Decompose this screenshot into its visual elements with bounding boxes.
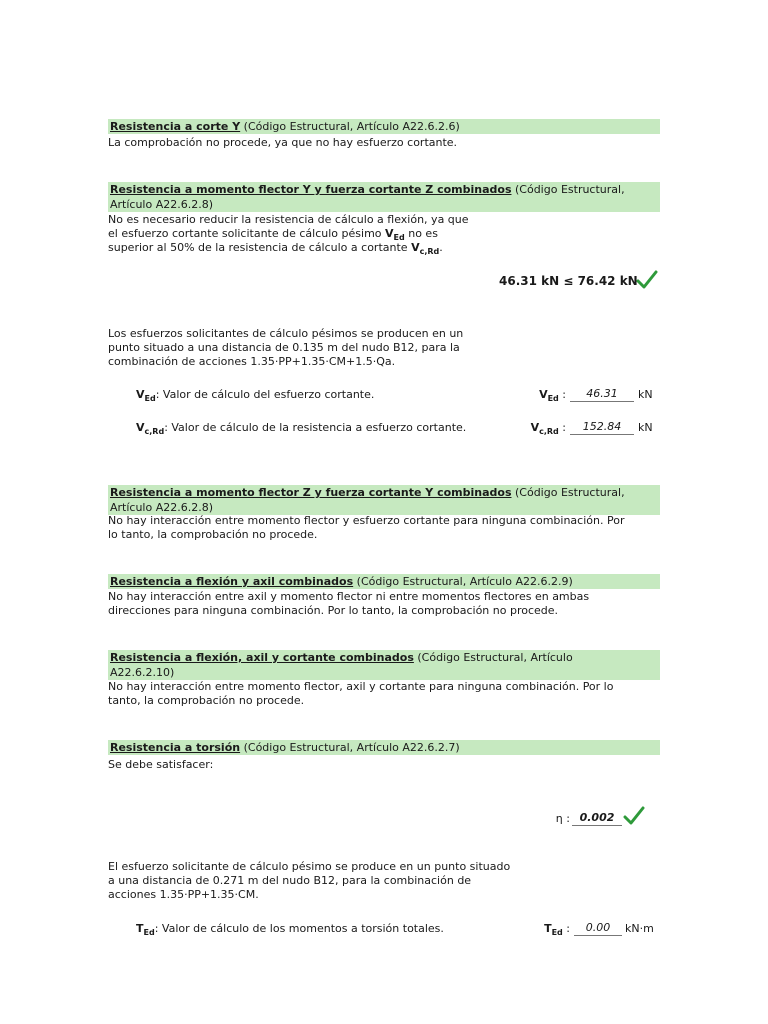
section-reference-cont: Artículo A22.6.2.8): [110, 198, 214, 211]
ved-value: 46.31: [570, 386, 634, 402]
vcrd-label: [510, 420, 566, 435]
text-fragment: .: [439, 241, 443, 254]
section-text: La comprobación no procede, ya que no hay esfuerzo cortante.: [108, 136, 458, 149]
vcrd-description: [136, 420, 466, 435]
symbol-t: T: [136, 922, 144, 935]
section-reference: (Código Estructural, Artículo A22.6.2.7): [240, 741, 460, 754]
symbol-v: V: [530, 421, 540, 434]
colon: :: [562, 421, 566, 434]
symbol-v: V: [411, 241, 420, 254]
symbol-v: V: [385, 227, 394, 240]
section-header-momento-z-cortante-y: [108, 485, 660, 515]
text-line: tanto, la comprobación no procede.: [108, 694, 305, 707]
symbol-v: V: [539, 388, 548, 401]
inequality-check: 46.31 kN ≤ 76.42 kN: [499, 274, 638, 288]
eta-symbol: η: [555, 812, 563, 825]
vcrd-value: 152.84: [570, 419, 634, 435]
section-title: Resistencia a flexión y axil combinados: [110, 575, 354, 588]
ted-unit: kN·m: [625, 922, 654, 935]
section-text-block: [108, 514, 624, 542]
description-text: : Valor de cálculo de la resistencia a esfuerzo cortante.: [164, 421, 467, 434]
symbol-v: V: [136, 388, 145, 401]
section-reference: (Código Estructural, Artículo A22.6.2.9): [353, 575, 573, 588]
section-header-corte-y: [108, 119, 660, 134]
text-line: No hay interacción entre momento flector, axil y cortante para ninguna combinación. Por lo: [108, 680, 614, 693]
section-text-block: [108, 213, 469, 255]
text-line: lo tanto, la comprobación no procede.: [108, 528, 318, 541]
colon: :: [562, 388, 566, 401]
ted-value: 0.00: [574, 920, 622, 936]
ved-description: [136, 387, 374, 402]
section-header-momento-y-cortante-z: [108, 182, 660, 212]
text-line: acciones 1.35·PP+1.35·CM.: [108, 888, 259, 901]
description-text: : Valor de cálculo de los momentos a torsión totales.: [154, 922, 444, 935]
check-icon: [636, 270, 658, 290]
section-title: Resistencia a torsión: [110, 741, 241, 754]
pesimo-text-block: [108, 860, 510, 902]
ted-label: [524, 921, 570, 936]
section-text-block: [108, 680, 613, 708]
symbol-t: T: [544, 922, 552, 935]
section-title: Resistencia a momento flector Y y fuerza cortante Z combinados: [110, 183, 512, 196]
text-line: direcciones para ninguna combinación. Por lo tanto, la comprobación no procede.: [108, 604, 559, 617]
section-reference: (Código Estructural,: [511, 486, 625, 499]
text-line: No hay interacción entre momento flector y esfuerzo cortante para ninguna combinación. Por: [108, 514, 625, 527]
description-text: : Valor de cálculo del esfuerzo cortante.: [155, 388, 375, 401]
subscript-ed: Ed: [551, 928, 563, 937]
check-icon: [623, 806, 645, 826]
section-header-flexion-axil-cortante: [108, 650, 660, 680]
subscript-crd: c,Rd: [539, 427, 559, 436]
section-text-block: [108, 590, 589, 618]
text-line: [108, 241, 469, 255]
text-line: punto situado a una distancia de 0.135 m del nudo B12, para la: [108, 341, 460, 354]
text-line: El esfuerzo solicitante de cálculo pésimo se produce en un punto situado: [108, 860, 511, 873]
subscript-ed: Ed: [393, 233, 405, 242]
section-reference-cont: Artículo A22.6.2.8): [110, 501, 214, 514]
subscript-ed: Ed: [547, 394, 559, 403]
subscript-crd: c,Rd: [419, 247, 440, 256]
pesimo-text-block: [108, 327, 463, 369]
section-title: Resistencia a momento flector Z y fuerza cortante Y combinados: [110, 486, 512, 499]
text-fragment: no es: [404, 227, 438, 240]
subscript-ed: Ed: [143, 928, 155, 937]
subscript-ed: Ed: [144, 394, 156, 403]
symbol-v: V: [136, 421, 145, 434]
ved-unit: kN: [638, 388, 653, 401]
ted-description: [136, 921, 444, 936]
ved-label: [520, 387, 566, 402]
text-line: combinación de acciones 1.35·PP+1.35·CM+1.5·Qa.: [108, 355, 396, 368]
section-text: Se debe satisfacer:: [108, 758, 214, 771]
vcrd-unit: kN: [638, 421, 653, 434]
text-fragment: superior al 50% de la resistencia de cálculo a cortante: [108, 241, 412, 254]
text-line: No hay interacción entre axil y momento flector ni entre momentos flectores en ambas: [108, 590, 590, 603]
eta-value: 0.002: [572, 810, 622, 826]
text-line: No es necesario reducir la resistencia de cálculo a flexión, ya que: [108, 213, 469, 226]
eta-label: [540, 811, 570, 826]
section-title: Resistencia a flexión, axil y cortante combinados: [110, 651, 414, 664]
text-line: [108, 227, 469, 241]
subscript-crd: c,Rd: [144, 427, 165, 436]
text-line: a una distancia de 0.271 m del nudo B12, para la combinación de: [108, 874, 472, 887]
section-reference: (Código Estructural, Artículo: [413, 651, 573, 664]
text-line: Los esfuerzos solicitantes de cálculo pésimos se producen en un: [108, 327, 464, 340]
section-reference: (Código Estructural,: [511, 183, 625, 196]
section-reference: (Código Estructural, Artículo A22.6.2.6): [240, 120, 460, 133]
colon: :: [566, 812, 570, 825]
section-reference-cont: A22.6.2.10): [110, 666, 175, 679]
text-fragment: el esfuerzo cortante solicitante de cálculo pésimo: [108, 227, 386, 240]
section-header-torsion: [108, 740, 660, 755]
section-title: Resistencia a corte Y: [110, 120, 241, 133]
section-header-flexion-axil: [108, 574, 660, 589]
colon: :: [566, 922, 570, 935]
